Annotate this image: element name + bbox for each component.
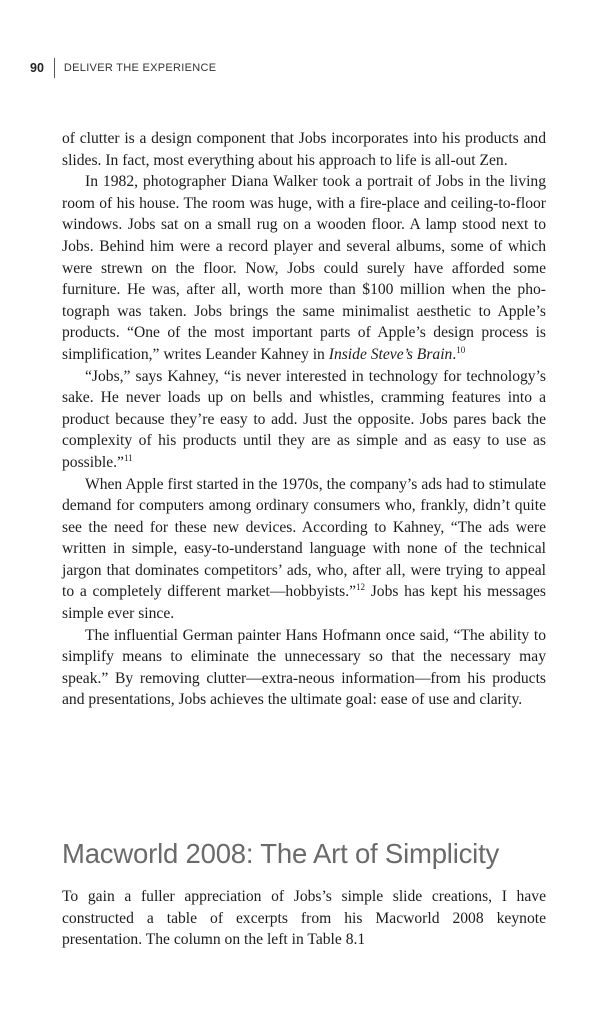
section-heading: Macworld 2008: The Art of Simplicity	[62, 838, 500, 869]
paragraph-2	[62, 171, 546, 365]
book-title: Inside Steve’s Brain	[328, 345, 453, 363]
footnote-ref-11: 11	[123, 452, 133, 463]
paragraph-2-text: In 1982, photographer Diana Walker took a portrait of Jobs in the living room of his house. The room was huge, with a fire-place and ceiling-to-floor windows. Jobs sat on a small rug on a wooden floor. A lamp stood next to Jobs. Behind him were a record player and several albums, some of which were strewn on the floor. Now, Jobs could surely have afforded some furniture. He was, after all, worth more than $100 million when the pho-tograph was taken. Jobs brings the same minimalist aesthetic to Apple’s products. “One of the most important parts of Apple’s design process is simplification,” writes Leander Kahney in	[62, 173, 546, 363]
paragraph-5: The influential German painter Hans Hofmann once said, “The ability to simplify means to eliminate the unnecessary so that the necessary may speak.” By removing clutter—extra-neous information—from his products and presentations, Jobs achieves the ultimate goal: ease of use and clarity.	[62, 626, 546, 709]
paragraph-4	[62, 474, 546, 625]
footnote-ref-12: 12	[356, 582, 366, 593]
section-paragraph-1: To gain a fuller appreciation of Jobs’s simple slide creations, I have constructed a table of excerpts from his Macworld 2008 keynote presentation. The column on the left in Table 8.1	[62, 888, 546, 949]
body-text	[62, 128, 546, 711]
paragraph-3	[62, 366, 546, 474]
paragraph-4-text: When Apple first started in the 1970s, the company’s ads had to stimulate demand for computers among ordinary consumers who, frankly, didn’t quite see the need for these new devices. According to Kahney, “The ads were written in simple, easy-to-understand language with none of the technical jargon that dominates competitors’ ads, who, after all, were trying to appeal to a completely different market—hobbyists.”	[62, 475, 546, 601]
header-divider	[54, 58, 55, 78]
paragraph-4-tail: Jobs has kept his messages simple ever since.	[62, 583, 546, 623]
footnote-ref-10: 10	[456, 344, 466, 355]
paragraph-3-text: “Jobs,” says Kahney, “is never interested in technology for technology’s sake. He never loads up on bells and whistles, cramming features into a product because they’re easy to add. Just the opposite. Jobs pares back the complexity of his products until they are as simple and as easy to use as possible.”	[62, 367, 546, 471]
page-number: 90	[30, 61, 44, 75]
running-head: DELIVER THE EXPERIENCE	[63, 62, 217, 74]
section-body	[62, 886, 546, 951]
page-header	[30, 58, 216, 78]
paragraph-1: of clutter is a design component that Jobs incorporates into his products and slides. In fact, most everything about his approach to life is all-out Zen.	[62, 130, 546, 169]
paragraph-2-end: .	[452, 345, 457, 363]
